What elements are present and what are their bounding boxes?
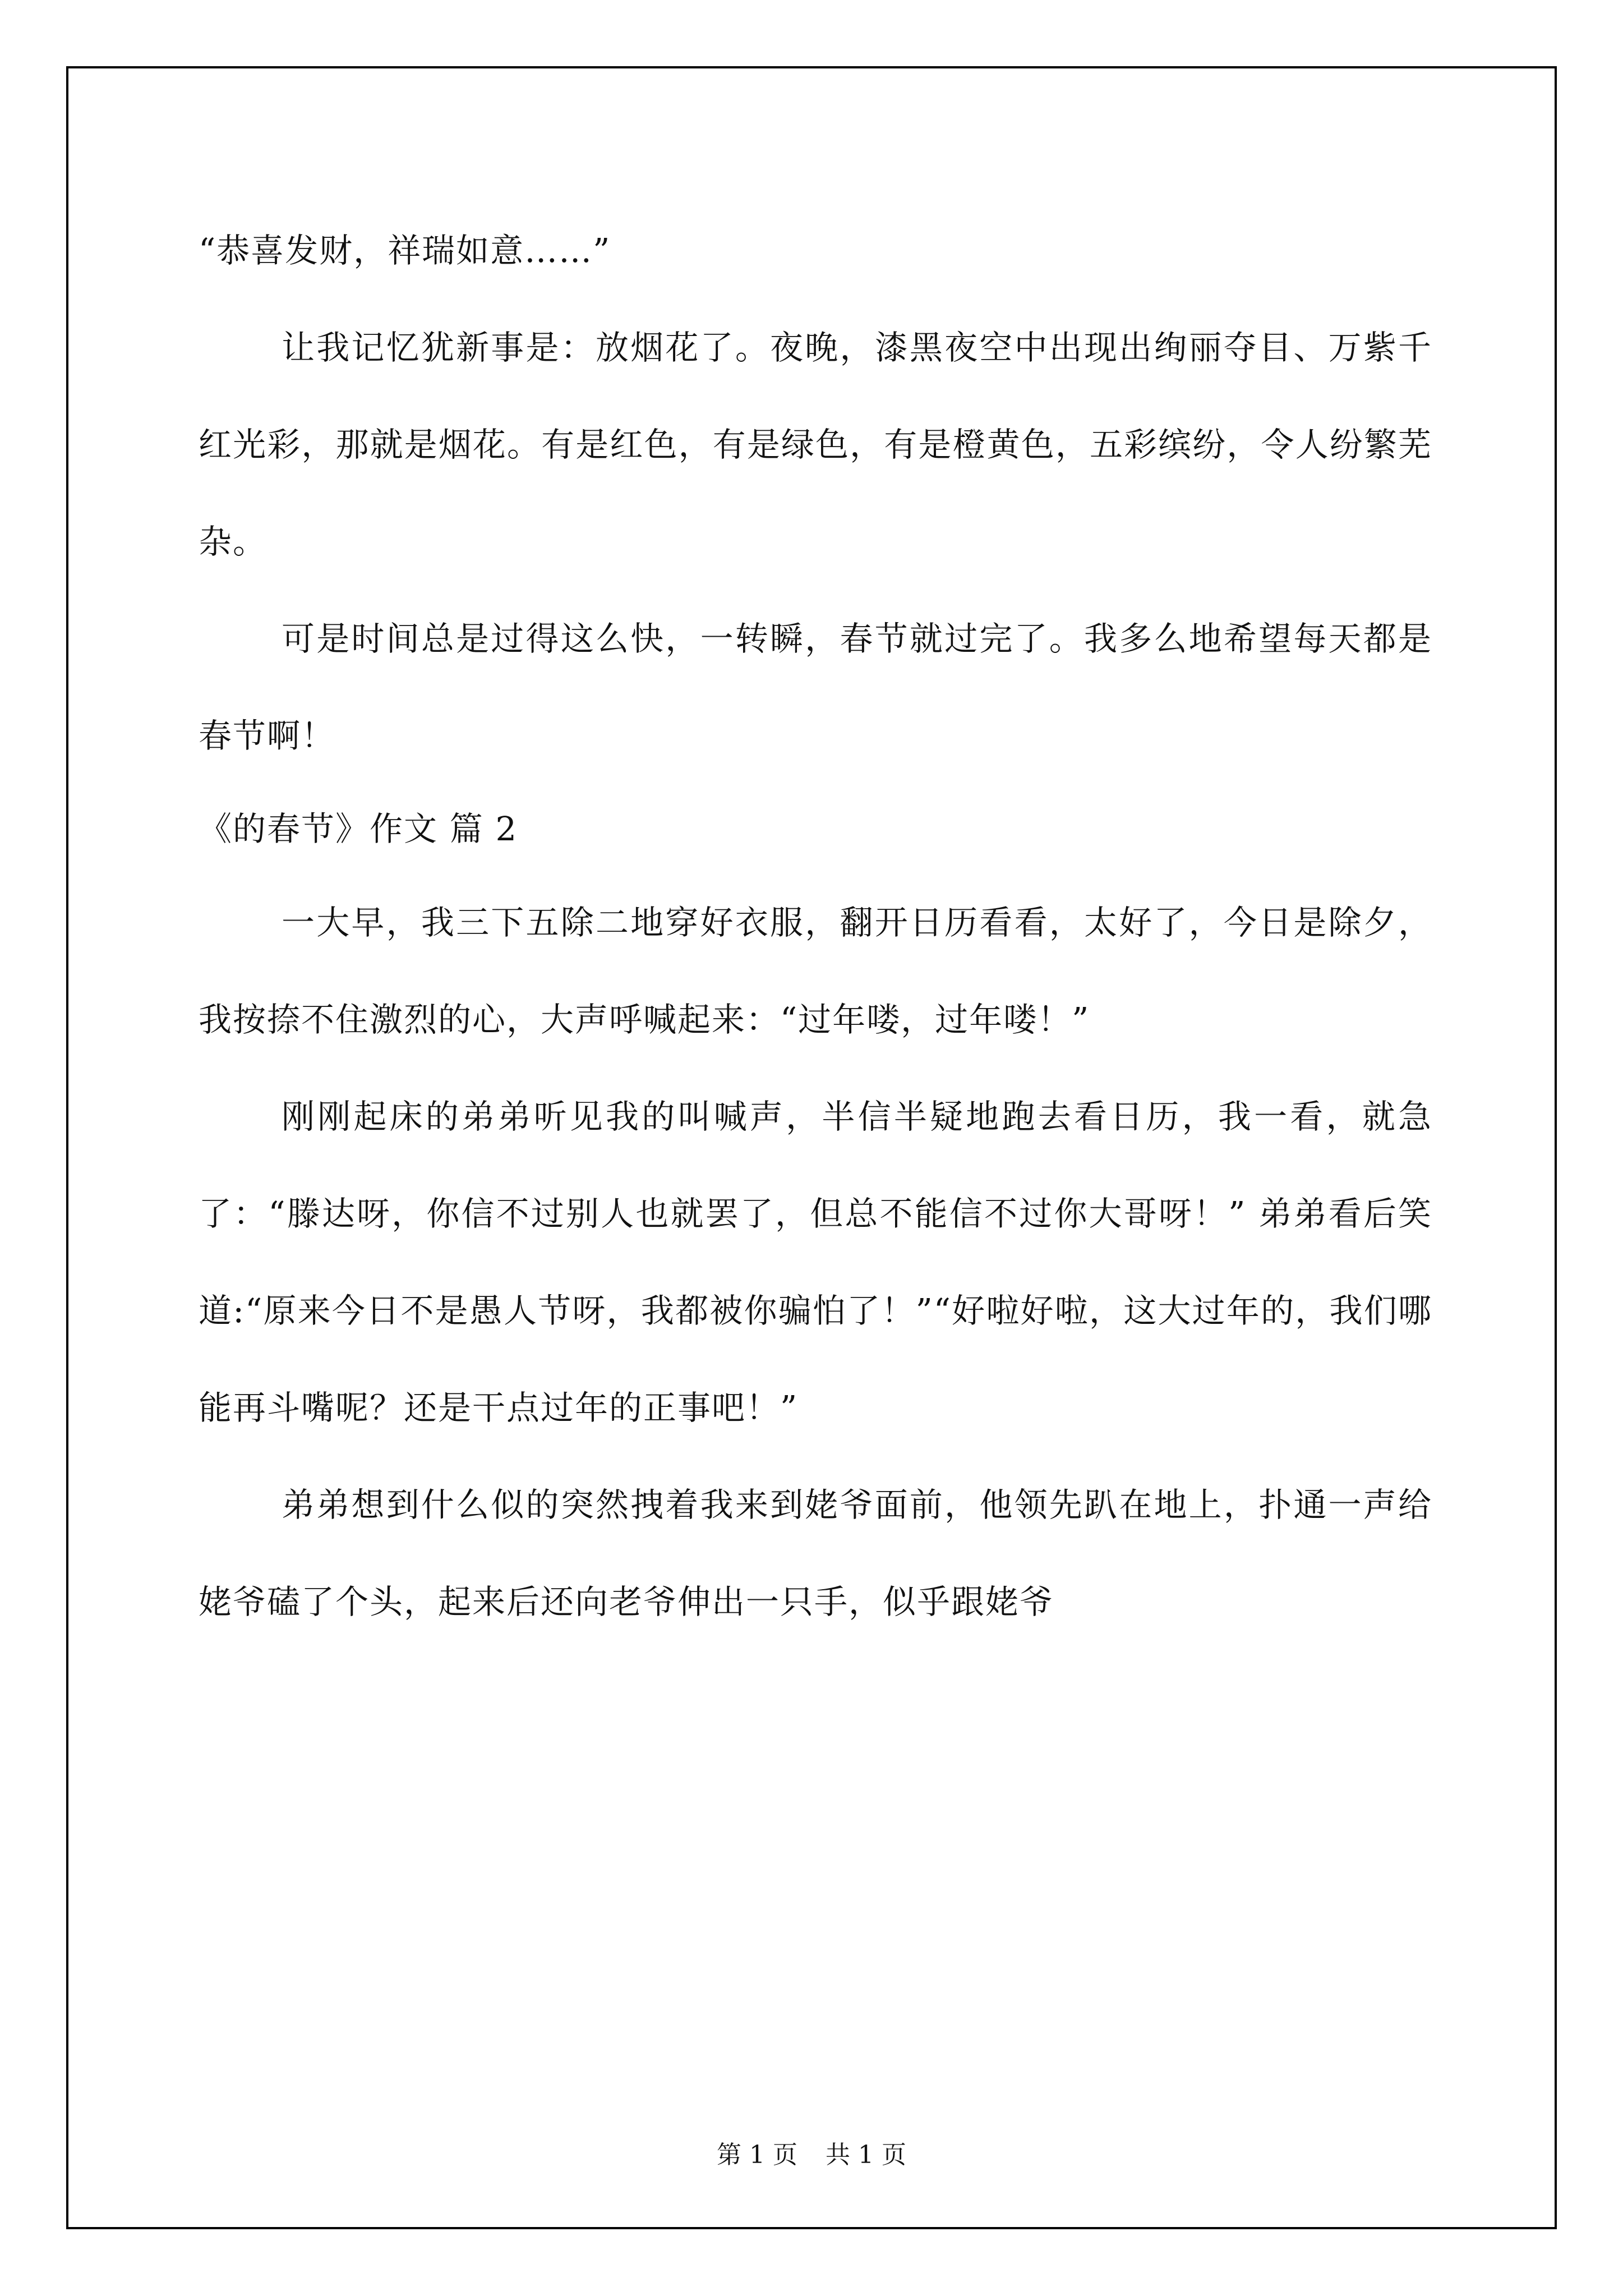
section-heading: 《的春节》作文 篇 2 [199,809,518,848]
paragraph-fireworks: 让我记忆犹新事是：放烟花了。夜晚，漆黑夜空中出现出绚丽夺目、万紫千红光彩，那就是烟花。有是红色，有是绿色，有是橙黄色，五彩缤纷，令人纷繁芜杂。 [199,328,1432,561]
paragraph-greeting: “恭喜发财，祥瑞如意……” [199,231,611,270]
page-number: 第 1 页 [717,2141,797,2169]
paragraph-new-year-eve: 一大早，我三下五除二地穿好衣服，翻开日历看看，太好了，今日是除夕，我按捺不住激烈的心，大声呼喊起来：“过年喽，过年喽！” [199,903,1432,1039]
paragraph-grandpa: 弟弟想到什么似的突然拽着我来到姥爷面前，他领先趴在地上，扑通一声给姥爷磕了个头，起来后还向老爷伸出一只手，似乎跟姥爷 [199,1485,1432,1621]
page-total: 共 1 页 [826,2141,906,2169]
paragraph-brother: 刚刚起床的弟弟听见我的叫喊声，半信半疑地跑去看日历，我一看，就急了：“滕达呀，你信不过别人也就罢了，但总不能信不过你大哥呀！” 弟弟看后笑道:“原来今日不是愚人节呀，我都被你骗怕了！”“好啦好啦，这大过年的，我们哪能再斗嘴呢？还是干点过年的正事吧！” [199,1097,1432,1427]
paragraph-time-passes: 可是时间总是过得这么快，一转瞬，春节就过完了。我多么地希望每天都是春节啊！ [199,619,1432,755]
document-body [199,202,1432,1650]
page-footer [0,2134,1623,2170]
